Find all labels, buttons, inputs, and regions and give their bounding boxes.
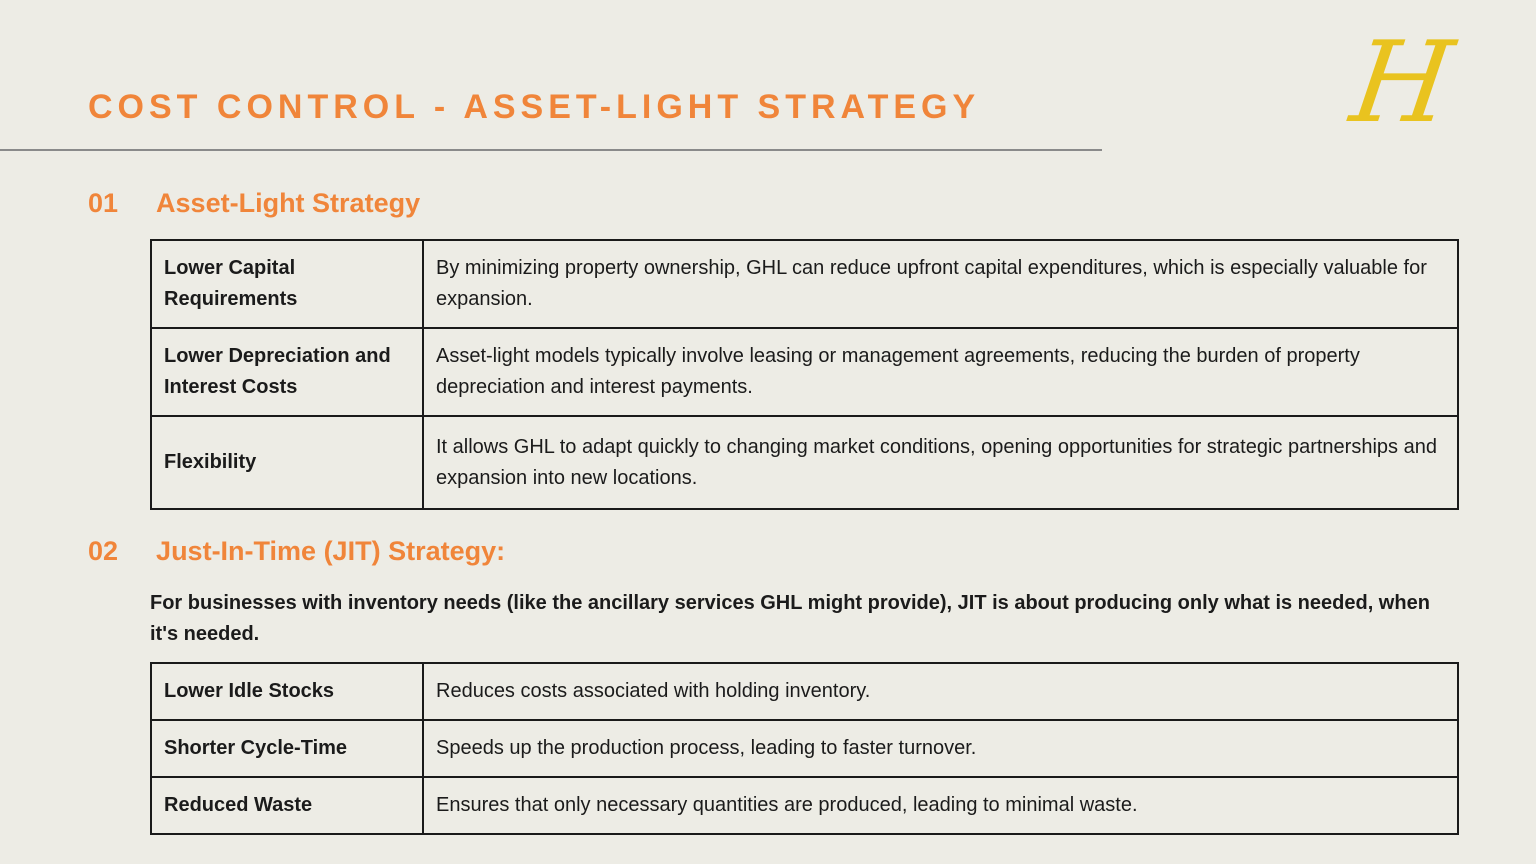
brand-logo-h-icon: [1328, 18, 1476, 148]
table-row: [151, 240, 1458, 328]
section-1-number: 01: [88, 188, 119, 218]
row-label: Lower Idle Stocks: [151, 663, 423, 720]
asset-light-table: [150, 239, 1459, 510]
section-2-number: 02: [88, 536, 119, 566]
table-row: [151, 777, 1458, 834]
table-row: [151, 720, 1458, 777]
title-divider: [0, 149, 1102, 151]
section-2-heading: [88, 536, 505, 567]
row-description: Ensures that only necessary quantities are produced, leading to minimal waste.: [423, 777, 1458, 834]
section-1-heading: [88, 188, 420, 219]
table-row: [151, 328, 1458, 416]
table-row: [151, 663, 1458, 720]
section-1-title: Asset-Light Strategy: [156, 188, 421, 218]
row-label: Lower Depreciation and Interest Costs: [151, 328, 423, 416]
row-description: Speeds up the production process, leading to faster turnover.: [423, 720, 1458, 777]
logo-letter: H: [1344, 18, 1460, 148]
row-description: It allows GHL to adapt quickly to changing market conditions, opening opportunities for strategic partnerships and expansion into new locations.: [423, 416, 1458, 509]
table-row: [151, 416, 1458, 509]
jit-table: [150, 662, 1459, 835]
jit-intro-text: For businesses with inventory needs (like the ancillary services GHL might provide), JIT is about producing only what is needed, when it's needed.: [150, 592, 1430, 645]
row-description: Reduces costs associated with holding inventory.: [423, 663, 1458, 720]
row-description: Asset-light models typically involve leasing or management agreements, reducing the burden of property depreciation and interest payments.: [423, 328, 1458, 416]
page-title: COST CONTROL - ASSET-LIGHT STRATEGY: [88, 88, 981, 126]
row-label: Flexibility: [151, 416, 423, 509]
section-2-title: Just-In-Time (JIT) Strategy:: [156, 536, 506, 566]
row-description: By minimizing property ownership, GHL can reduce upfront capital expenditures, which is especially valuable for expansion.: [423, 240, 1458, 328]
row-label: Shorter Cycle-Time: [151, 720, 423, 777]
row-label: Lower Capital Requirements: [151, 240, 423, 328]
row-label: Reduced Waste: [151, 777, 423, 834]
